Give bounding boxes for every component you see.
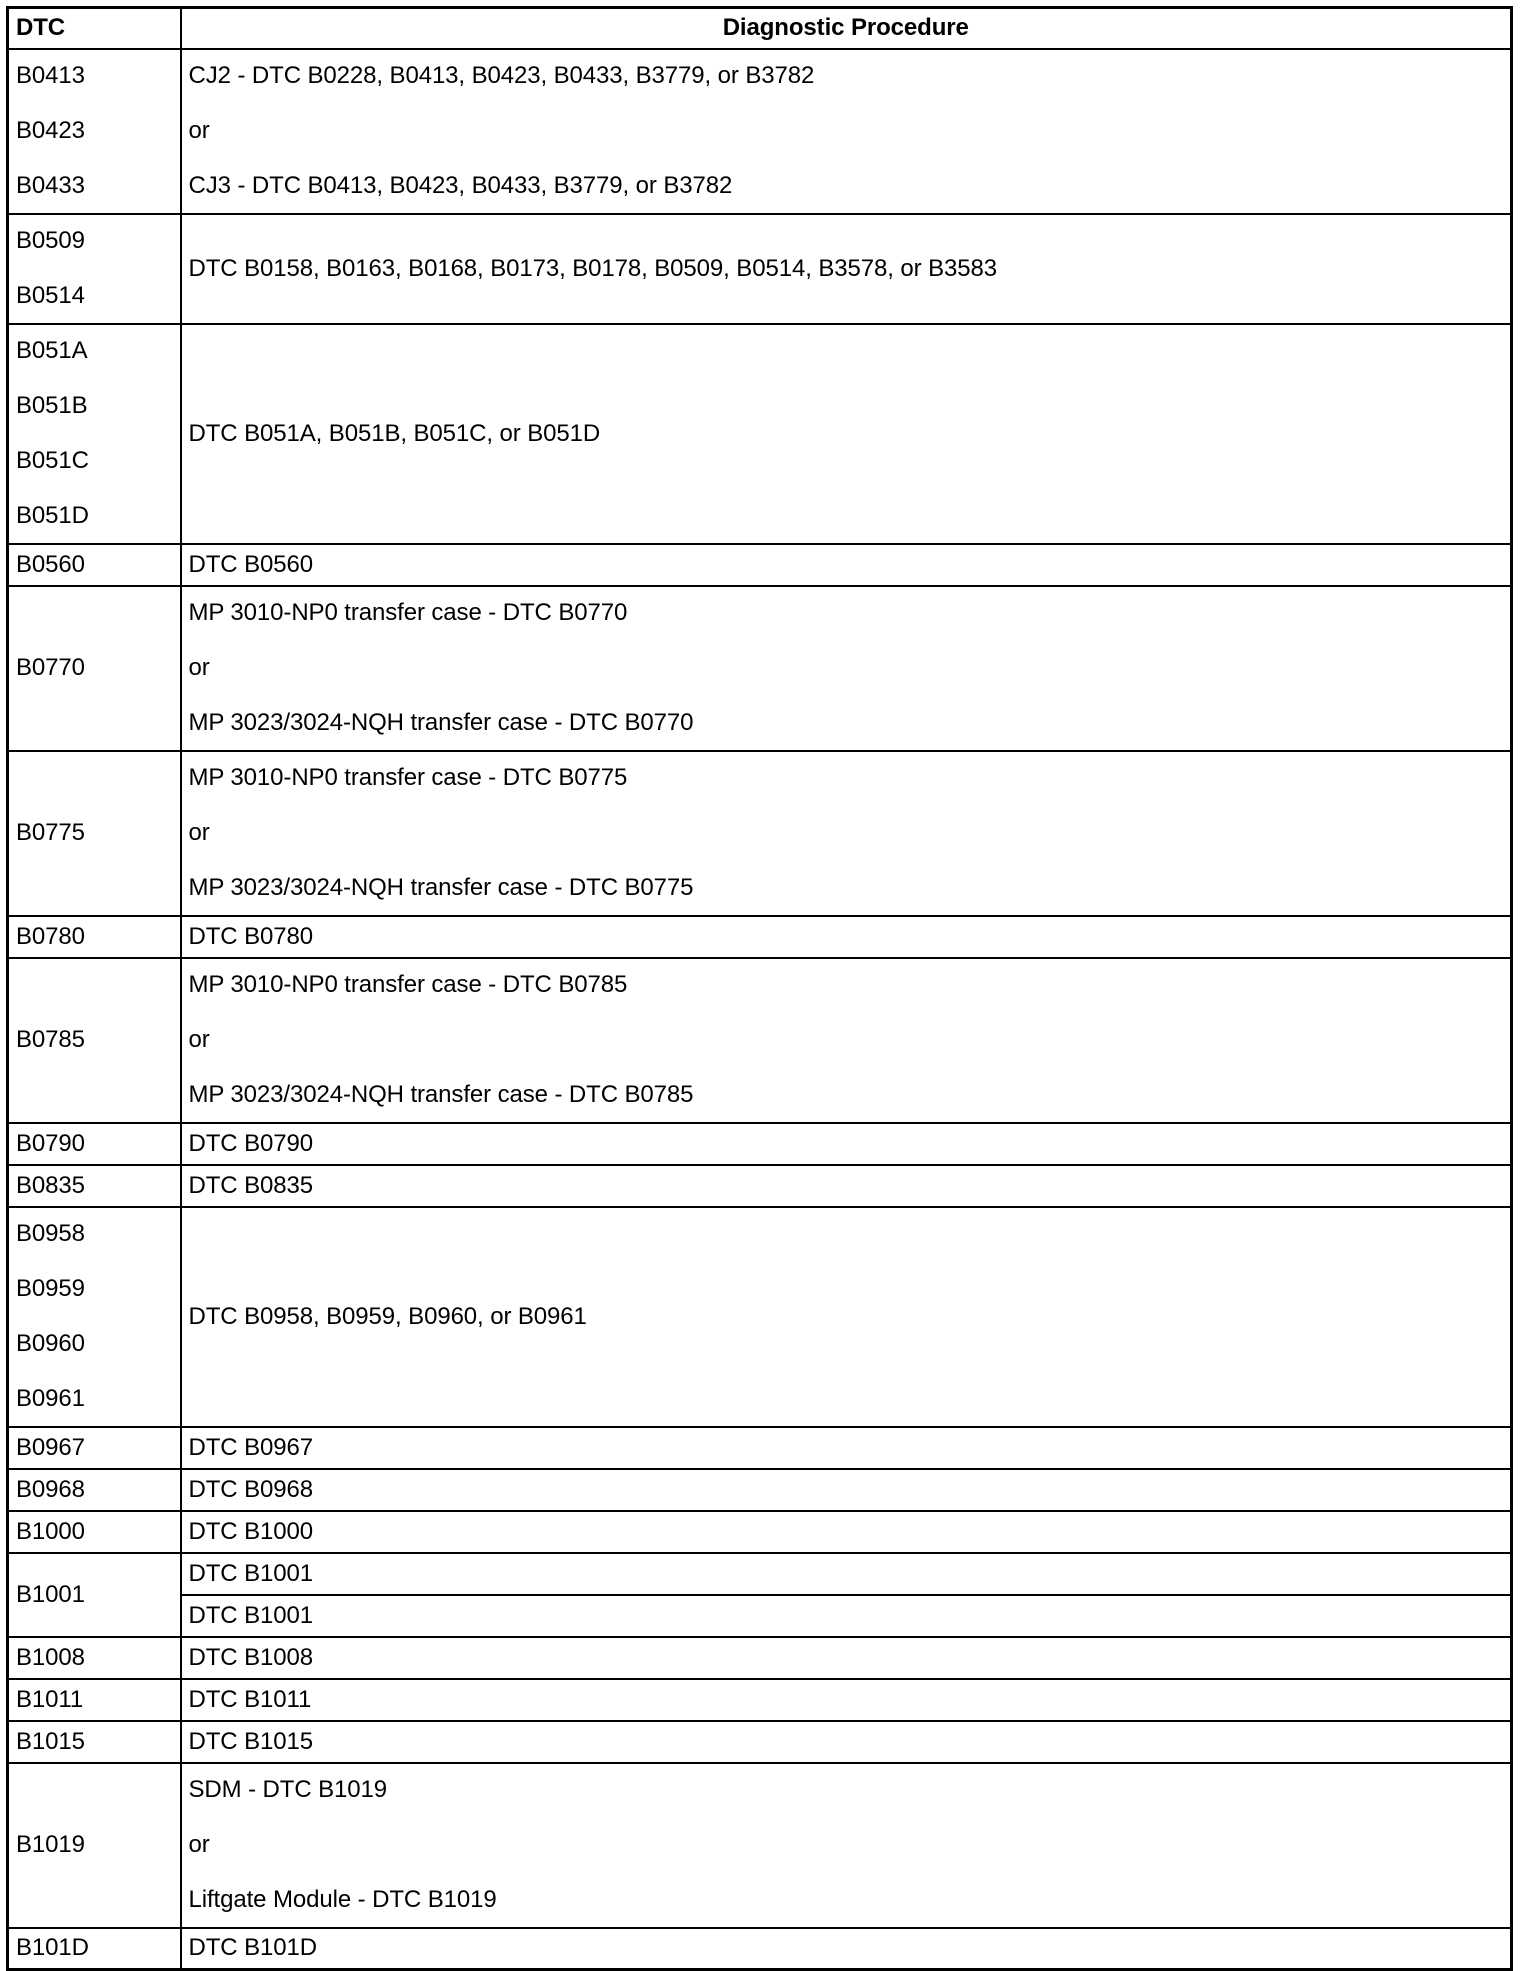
or-separator: or [188,819,210,846]
dtc-code: B0968 [16,1475,85,1503]
table-row [8,1123,1512,1165]
dtc-table [6,6,1513,1971]
table-row [8,1165,1512,1207]
dtc-code-cell [8,1928,181,1970]
procedure-link-text[interactable]: DTC B0958, B0959, B0960, or B0961 [188,1302,587,1330]
table-body [8,49,1512,1970]
procedure-link-text[interactable]: DTC B0560 [188,550,313,578]
dtc-code-cell [8,1553,181,1637]
procedure-link-text[interactable]: DTC B1001 [188,1559,313,1587]
procedure-cell [181,1637,1512,1679]
dtc-code: B0509 [16,227,85,254]
dtc-code-cell [8,1123,181,1165]
dtc-code: B1019 [16,1831,85,1858]
procedure-cell [181,1595,1512,1637]
dtc-code: B1001 [16,1580,85,1608]
dtc-code-cell [8,1165,181,1207]
procedure-cell [181,751,1512,916]
dtc-code-cell [8,586,181,751]
dtc-code: B0413 [16,62,85,89]
table-row [8,49,1512,214]
dtc-code-cell [8,916,181,958]
procedure-cell [181,1679,1512,1721]
dtc-code: B1011 [16,1685,84,1713]
dtc-code: B1008 [16,1643,85,1671]
dtc-code-cell [8,1469,181,1511]
dtc-code-cell [8,751,181,916]
procedure-cell [181,586,1512,751]
procedure-cell [181,1928,1512,1970]
procedure-link-text[interactable]: MP 3023/3024-NQH transfer case - DTC B0775 [188,874,694,901]
table-row [8,916,1512,958]
table-row [8,324,1512,544]
or-separator: or [188,1026,210,1053]
procedure-link-text[interactable]: DTC B1015 [188,1727,313,1755]
dtc-code-cell [8,214,181,324]
table-row [8,1637,1512,1679]
dtc-code: B0790 [16,1129,85,1157]
procedure-link-text[interactable]: DTC B0158, B0163, B0168, B0173, B0178, B0509, B0514, B3578, or B3583 [188,254,997,282]
or-separator: or [188,117,210,144]
table-row [8,544,1512,586]
table-row [8,1511,1512,1553]
dtc-code-cell [8,49,181,214]
dtc-code: B0423 [16,117,85,144]
procedure-cell [181,1469,1512,1511]
dtc-code: B0959 [16,1275,85,1302]
dtc-code: B051D [16,502,89,529]
dtc-code-cell [8,1763,181,1928]
procedure-link-text[interactable]: DTC B0790 [188,1129,313,1157]
procedure-link-text[interactable]: DTC B0968 [188,1475,313,1503]
procedure-cell [181,1553,1512,1595]
dtc-code: B0785 [16,1026,85,1053]
dtc-code: B0835 [16,1171,85,1199]
procedure-cell [181,958,1512,1123]
procedure-link-text[interactable]: DTC B0967 [188,1433,313,1461]
table-row [8,958,1512,1123]
header-row [8,8,1512,49]
table-row [8,1679,1512,1721]
table-row [8,1207,1512,1427]
table-row [8,1721,1512,1763]
procedure-link-text[interactable]: DTC B1011 [188,1685,312,1713]
procedure-cell [181,1763,1512,1928]
procedure-link-text[interactable]: SDM - DTC B1019 [188,1776,388,1803]
procedure-cell [181,916,1512,958]
dtc-code: B0780 [16,922,85,950]
dtc-code-cell [8,1207,181,1427]
procedure-link-text[interactable]: DTC B1008 [188,1643,313,1671]
procedure-link-text[interactable]: MP 3010-NP0 transfer case - DTC B0785 [188,971,628,998]
procedure-link-text[interactable]: CJ3 - DTC B0413, B0423, B0433, B3779, or B3782 [188,172,733,199]
dtc-code: B0967 [16,1433,85,1461]
procedure-link-text[interactable]: DTC B1000 [188,1517,313,1545]
dtc-code: B1015 [16,1727,85,1755]
dtc-code: B0770 [16,654,85,681]
procedure-cell [181,1511,1512,1553]
procedure-link-text[interactable]: CJ2 - DTC B0228, B0413, B0423, B0433, B3779, or B3782 [188,62,815,89]
dtc-code: B0958 [16,1220,85,1247]
or-separator: or [188,1831,210,1858]
procedure-link-text[interactable]: MP 3023/3024-NQH transfer case - DTC B0770 [188,709,694,736]
table-row [8,1595,1512,1637]
procedure-cell [181,1427,1512,1469]
table-row [8,751,1512,916]
procedure-cell [181,324,1512,544]
dtc-code: B0960 [16,1330,85,1357]
dtc-code-cell [8,1679,181,1721]
dtc-code: B051A [16,337,88,364]
dtc-code-cell [8,958,181,1123]
procedure-cell [181,1123,1512,1165]
dtc-code-cell [8,1721,181,1763]
dtc-code: B051B [16,392,88,419]
dtc-code-cell [8,324,181,544]
procedure-cell [181,214,1512,324]
procedure-cell [181,49,1512,214]
dtc-code: B101D [16,1934,89,1962]
procedure-link-text[interactable]: MP 3023/3024-NQH transfer case - DTC B0785 [188,1081,694,1108]
procedure-link-text[interactable]: DTC B101D [188,1934,317,1962]
dtc-code: B051C [16,447,89,474]
dtc-code-cell [8,1427,181,1469]
or-separator: or [188,654,210,681]
table-row [8,1763,1512,1928]
procedure-link-text[interactable]: DTC B1001 [188,1601,313,1629]
table-row [8,586,1512,751]
dtc-code: B0433 [16,172,85,199]
dtc-code-cell [8,1637,181,1679]
procedure-cell [181,1207,1512,1427]
dtc-code: B0775 [16,819,85,846]
table-row [8,1427,1512,1469]
procedure-link-text[interactable]: MP 3010-NP0 transfer case - DTC B0775 [188,764,628,791]
table-row [8,1928,1512,1970]
dtc-code: B0961 [16,1385,85,1412]
procedure-cell [181,1165,1512,1207]
table-row [8,214,1512,324]
dtc-code: B0560 [16,550,85,578]
procedure-link-text[interactable]: DTC B0835 [188,1171,313,1199]
procedure-link-text[interactable]: MP 3010-NP0 transfer case - DTC B0770 [188,599,628,626]
dtc-code-cell [8,1511,181,1553]
procedure-link-text[interactable]: Liftgate Module - DTC B1019 [188,1886,497,1913]
table-row [8,1469,1512,1511]
procedure-cell [181,1721,1512,1763]
procedure-cell [181,544,1512,586]
dtc-code-cell [8,544,181,586]
procedure-link-text[interactable]: DTC B0780 [188,922,313,950]
procedure-column-header: Diagnostic Procedure [181,8,1512,49]
table-row [8,1553,1512,1595]
dtc-code: B1000 [16,1517,85,1545]
dtc-column-header: DTC [8,8,181,49]
procedure-link-text[interactable]: DTC B051A, B051B, B051C, or B051D [188,419,601,447]
dtc-code: B0514 [16,282,85,309]
